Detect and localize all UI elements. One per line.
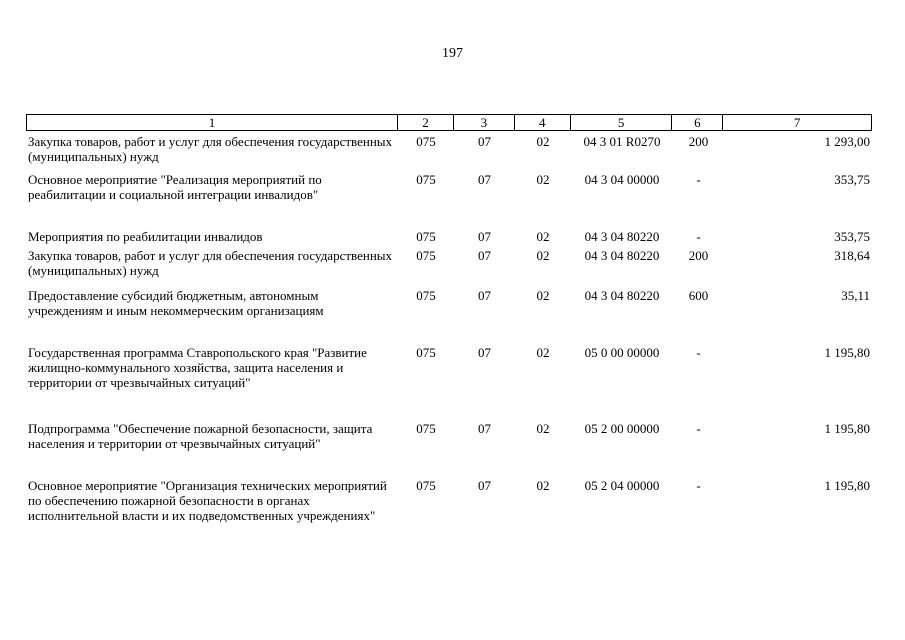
row-code-3: 07 [478,172,491,187]
row-code-5: 04 3 04 80220 [584,229,660,244]
row-code-2: 075 [416,288,436,303]
row-code-5: 05 2 00 00000 [584,421,660,436]
table-row [26,172,872,202]
row-code-6: 600 [688,288,709,303]
row-name: Предоставление субсидий бюджетным, автономным учреждениям и иным некоммерческим организациям [28,288,324,318]
row-name: Закупка товаров, работ и услуг для обеспечения государственных (муниципальных) нужд [28,248,393,278]
row-name: Мероприятия по реабилитации инвалидов [28,229,263,244]
row-code-3: 07 [478,248,491,263]
row-code-5: 04 3 04 80220 [584,288,660,303]
header-cell-7: 7 [793,115,801,130]
row-code-3: 07 [478,229,491,244]
row-code-6: 200 [688,248,709,263]
row-amount: 318,64 [834,248,870,263]
table-row [26,288,872,318]
row-amount: 353,75 [834,229,870,244]
header-cell-2: 2 [398,115,454,130]
table-row [26,229,872,244]
row-code-2: 075 [416,421,436,436]
table-row [26,248,872,278]
row-code-3: 07 [478,478,491,493]
header-cell-3: 3 [454,115,515,130]
row-code-2: 075 [416,248,436,263]
row-code-4: 02 [536,172,550,187]
row-code-3: 07 [478,134,491,149]
table-row [26,134,872,164]
table-header [26,114,872,131]
row-name: Закупка товаров, работ и услуг для обеспечения государственных (муниципальных) нужд [28,134,393,164]
row-code-4: 02 [536,134,550,149]
row-code-3: 07 [478,421,491,436]
row-code-5: 04 3 04 80220 [584,248,660,263]
row-code-5: 05 0 00 00000 [584,345,660,360]
row-code-4: 02 [536,478,550,493]
header-cell-5: 5 [571,115,673,130]
page-number: 197 [442,46,463,61]
row-code-3: 07 [478,288,491,303]
row-code-2: 075 [416,345,436,360]
row-code-2: 075 [416,134,436,149]
row-amount: 1 195,80 [824,345,870,360]
row-code-5: 05 2 04 00000 [584,478,660,493]
row-code-6: - [696,478,701,493]
header-cell-1: 1 [27,115,398,130]
row-amount: 1 195,80 [824,421,870,436]
table-row [26,421,872,451]
row-code-6: 200 [688,134,709,149]
row-code-3: 07 [478,345,491,360]
row-code-2: 075 [416,478,436,493]
row-code-6: - [696,229,701,244]
header-cell-4: 4 [515,115,571,130]
table-row [26,345,872,390]
row-code-5: 04 3 04 00000 [584,172,660,187]
row-code-2: 075 [416,229,436,244]
row-amount: 1 195,80 [824,478,870,493]
header-cell-6: 6 [672,115,723,130]
row-code-6: - [696,421,701,436]
row-code-6: - [696,345,701,360]
row-code-6: - [696,172,701,187]
row-code-5: 04 3 01 R0270 [583,134,661,149]
table-row [26,478,872,523]
row-amount: 1 293,00 [824,134,870,149]
row-amount: 35,11 [841,288,870,303]
row-amount: 353,75 [834,172,870,187]
row-name: Подпрограмма "Обеспечение пожарной безопасности, защита населения и территории от чрезвычайных ситуаций" [28,421,373,451]
row-name: Основное мероприятие "Реализация мероприятий по реабилитации и социальной интеграции инвалидов" [28,172,322,202]
row-code-2: 075 [416,172,436,187]
row-name: Государственная программа Ставропольского края "Развитие жилищно-коммунального хозяйства, защита населения и территории от чрезвычайных ситуаций" [28,345,367,390]
row-code-4: 02 [536,421,550,436]
row-code-4: 02 [536,345,550,360]
row-code-4: 02 [536,288,550,303]
row-code-4: 02 [536,248,550,263]
row-name: Основное мероприятие "Организация технических мероприятий по обеспечению пожарной безопасности в органах исполнительной власти и их подведомственных учреждениях" [28,478,387,523]
row-code-4: 02 [536,229,550,244]
